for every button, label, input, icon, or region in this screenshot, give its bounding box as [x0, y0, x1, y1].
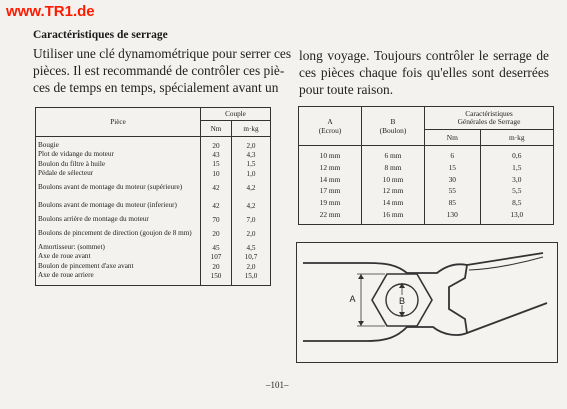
piece-cell: Boulons avant de montage du moteur (inferieur) — [36, 197, 201, 215]
mkg-cell: 8,5 — [480, 197, 553, 209]
nm-cell: 130 — [425, 208, 481, 220]
mkg-cell: 5,5 — [480, 185, 553, 197]
mkg-cell: 0,6 — [480, 150, 553, 162]
dimension-label-a: A — [349, 294, 356, 304]
nm-cell: 20 — [201, 262, 232, 271]
arrow-head — [358, 274, 364, 279]
piece-cell: Boulons arrière de montage du moteur — [36, 215, 201, 224]
mkg-cell: 3,0 — [480, 173, 553, 185]
piece-cell: Boulons avant de montage du moteur (supérieure) — [36, 179, 201, 197]
piece-cell: Axe de roue avant — [36, 253, 201, 262]
column-header-spec — [425, 107, 554, 130]
header-b-sub: (Boulon) — [379, 126, 407, 135]
table-row — [36, 197, 271, 215]
torque-table — [35, 107, 271, 286]
mkg-cell: 2,0 — [232, 141, 271, 150]
a-cell: 19 mm — [299, 197, 362, 209]
table-row — [36, 141, 271, 150]
page-number: –101– — [266, 380, 289, 390]
column-header-a — [299, 107, 362, 146]
piece-cell: Boulons de pincement de direction (goujon de 8 mm) — [36, 225, 201, 243]
nm-cell: 30 — [425, 173, 481, 185]
table-row — [299, 185, 554, 197]
a-cell: 12 mm — [299, 162, 362, 174]
mkg-cell: 13,0 — [480, 208, 553, 220]
paragraph-line: Utiliser une clé dynamométrique pour serrer ces — [33, 46, 292, 61]
table-row — [36, 179, 271, 197]
general-torque-spec-table — [298, 106, 554, 225]
nm-cell: 20 — [201, 141, 232, 150]
column-header-nm: Nm — [425, 130, 481, 146]
column-header-couple: Couple — [201, 108, 271, 121]
nm-cell: 15 — [425, 162, 481, 174]
nm-cell: 70 — [201, 215, 232, 224]
piece-cell: Amortisseur: (sommet) — [36, 243, 201, 252]
paragraph-line: pièces. Il est recommandé de contrôler ces piè- — [33, 63, 285, 78]
table-row — [36, 262, 271, 271]
section-title: Caractéristiques de serrage — [33, 29, 168, 41]
piece-cell: Plot de vidange du moteur — [36, 150, 201, 159]
table-row — [36, 160, 271, 169]
table-row — [36, 215, 271, 224]
a-cell: 17 mm — [299, 185, 362, 197]
mkg-cell: 10,7 — [232, 253, 271, 262]
mkg-cell: 15,0 — [232, 271, 271, 280]
mkg-cell: 2,0 — [232, 225, 271, 243]
b-cell: 14 mm — [362, 197, 425, 209]
piece-cell: Pédale de sélecteur — [36, 169, 201, 178]
table-row — [36, 243, 271, 252]
wrench-diagram — [296, 242, 558, 363]
nm-cell: 150 — [201, 271, 232, 280]
watermark-logo: www.TR1.de — [6, 3, 95, 20]
header-spec-line2: Générales de Serrage — [457, 117, 521, 126]
header-a-sub: (Ecrou) — [318, 126, 342, 135]
paragraph-line: ces pièces chaque fois qu'elles sont deserrées — [299, 65, 549, 80]
b-cell: 10 mm — [362, 173, 425, 185]
wrench-handle — [467, 253, 547, 333]
mkg-cell: 4,3 — [232, 150, 271, 159]
a-cell: 14 mm — [299, 173, 362, 185]
column-header-mkg: m·kg — [480, 130, 553, 146]
nm-cell: 10 — [201, 169, 232, 178]
intro-paragraph-right — [299, 47, 549, 98]
table-row — [36, 271, 271, 280]
paragraph-line: ces de temps en temps, spécialement avant un — [33, 80, 279, 95]
piece-cell: Boulon de pincement d'axe avant — [36, 262, 201, 271]
piece-cell: Axe de roue arriere — [36, 271, 201, 280]
mkg-cell: 4,2 — [232, 179, 271, 197]
b-cell: 12 mm — [362, 185, 425, 197]
b-cell: 8 mm — [362, 162, 425, 174]
header-a-label: A — [327, 117, 333, 126]
nm-cell: 55 — [425, 185, 481, 197]
intro-paragraph-left — [33, 45, 292, 96]
nm-cell: 85 — [425, 197, 481, 209]
column-header-nm: Nm — [201, 121, 232, 137]
mkg-cell: 4,2 — [232, 197, 271, 215]
table-row — [299, 197, 554, 209]
header-spec-line1: Caractéristiques — [465, 109, 513, 118]
mkg-cell: 2,0 — [232, 262, 271, 271]
table-row — [299, 173, 554, 185]
table-row — [299, 162, 554, 174]
nm-cell: 15 — [201, 160, 232, 169]
dimension-label-b: B — [398, 296, 406, 306]
table-row — [36, 225, 271, 243]
column-header-mkg: m·kg — [232, 121, 271, 137]
nm-cell: 45 — [201, 243, 232, 252]
mkg-cell: 1,5 — [232, 160, 271, 169]
column-header-b — [362, 107, 425, 146]
column-header-piece: Pièce — [36, 108, 201, 137]
wrench-illustration — [297, 243, 557, 362]
nm-cell: 20 — [201, 225, 232, 243]
paragraph-line: pour toute raison. — [299, 82, 394, 97]
nm-cell: 43 — [201, 150, 232, 159]
arrow-head — [358, 321, 364, 326]
paragraph-line: long voyage. Toujours contrôler le serrage de — [299, 48, 549, 63]
mkg-cell: 1,5 — [480, 162, 553, 174]
b-cell: 6 mm — [362, 150, 425, 162]
piece-cell: Bougie — [36, 141, 201, 150]
nm-cell: 107 — [201, 253, 232, 262]
nm-cell: 42 — [201, 197, 232, 215]
table-row — [36, 253, 271, 262]
table-row — [36, 169, 271, 178]
b-cell: 16 mm — [362, 208, 425, 220]
a-cell: 10 mm — [299, 150, 362, 162]
a-cell: 22 mm — [299, 208, 362, 220]
piece-cell: Boulon du filtre à huile — [36, 160, 201, 169]
mkg-cell: 7,0 — [232, 215, 271, 224]
mkg-cell: 4,5 — [232, 243, 271, 252]
header-b-label: B — [390, 117, 396, 126]
table-row — [299, 208, 554, 220]
table-row — [36, 150, 271, 159]
nm-cell: 6 — [425, 150, 481, 162]
mkg-cell: 1,0 — [232, 169, 271, 178]
nm-cell: 42 — [201, 179, 232, 197]
table-row — [299, 150, 554, 162]
